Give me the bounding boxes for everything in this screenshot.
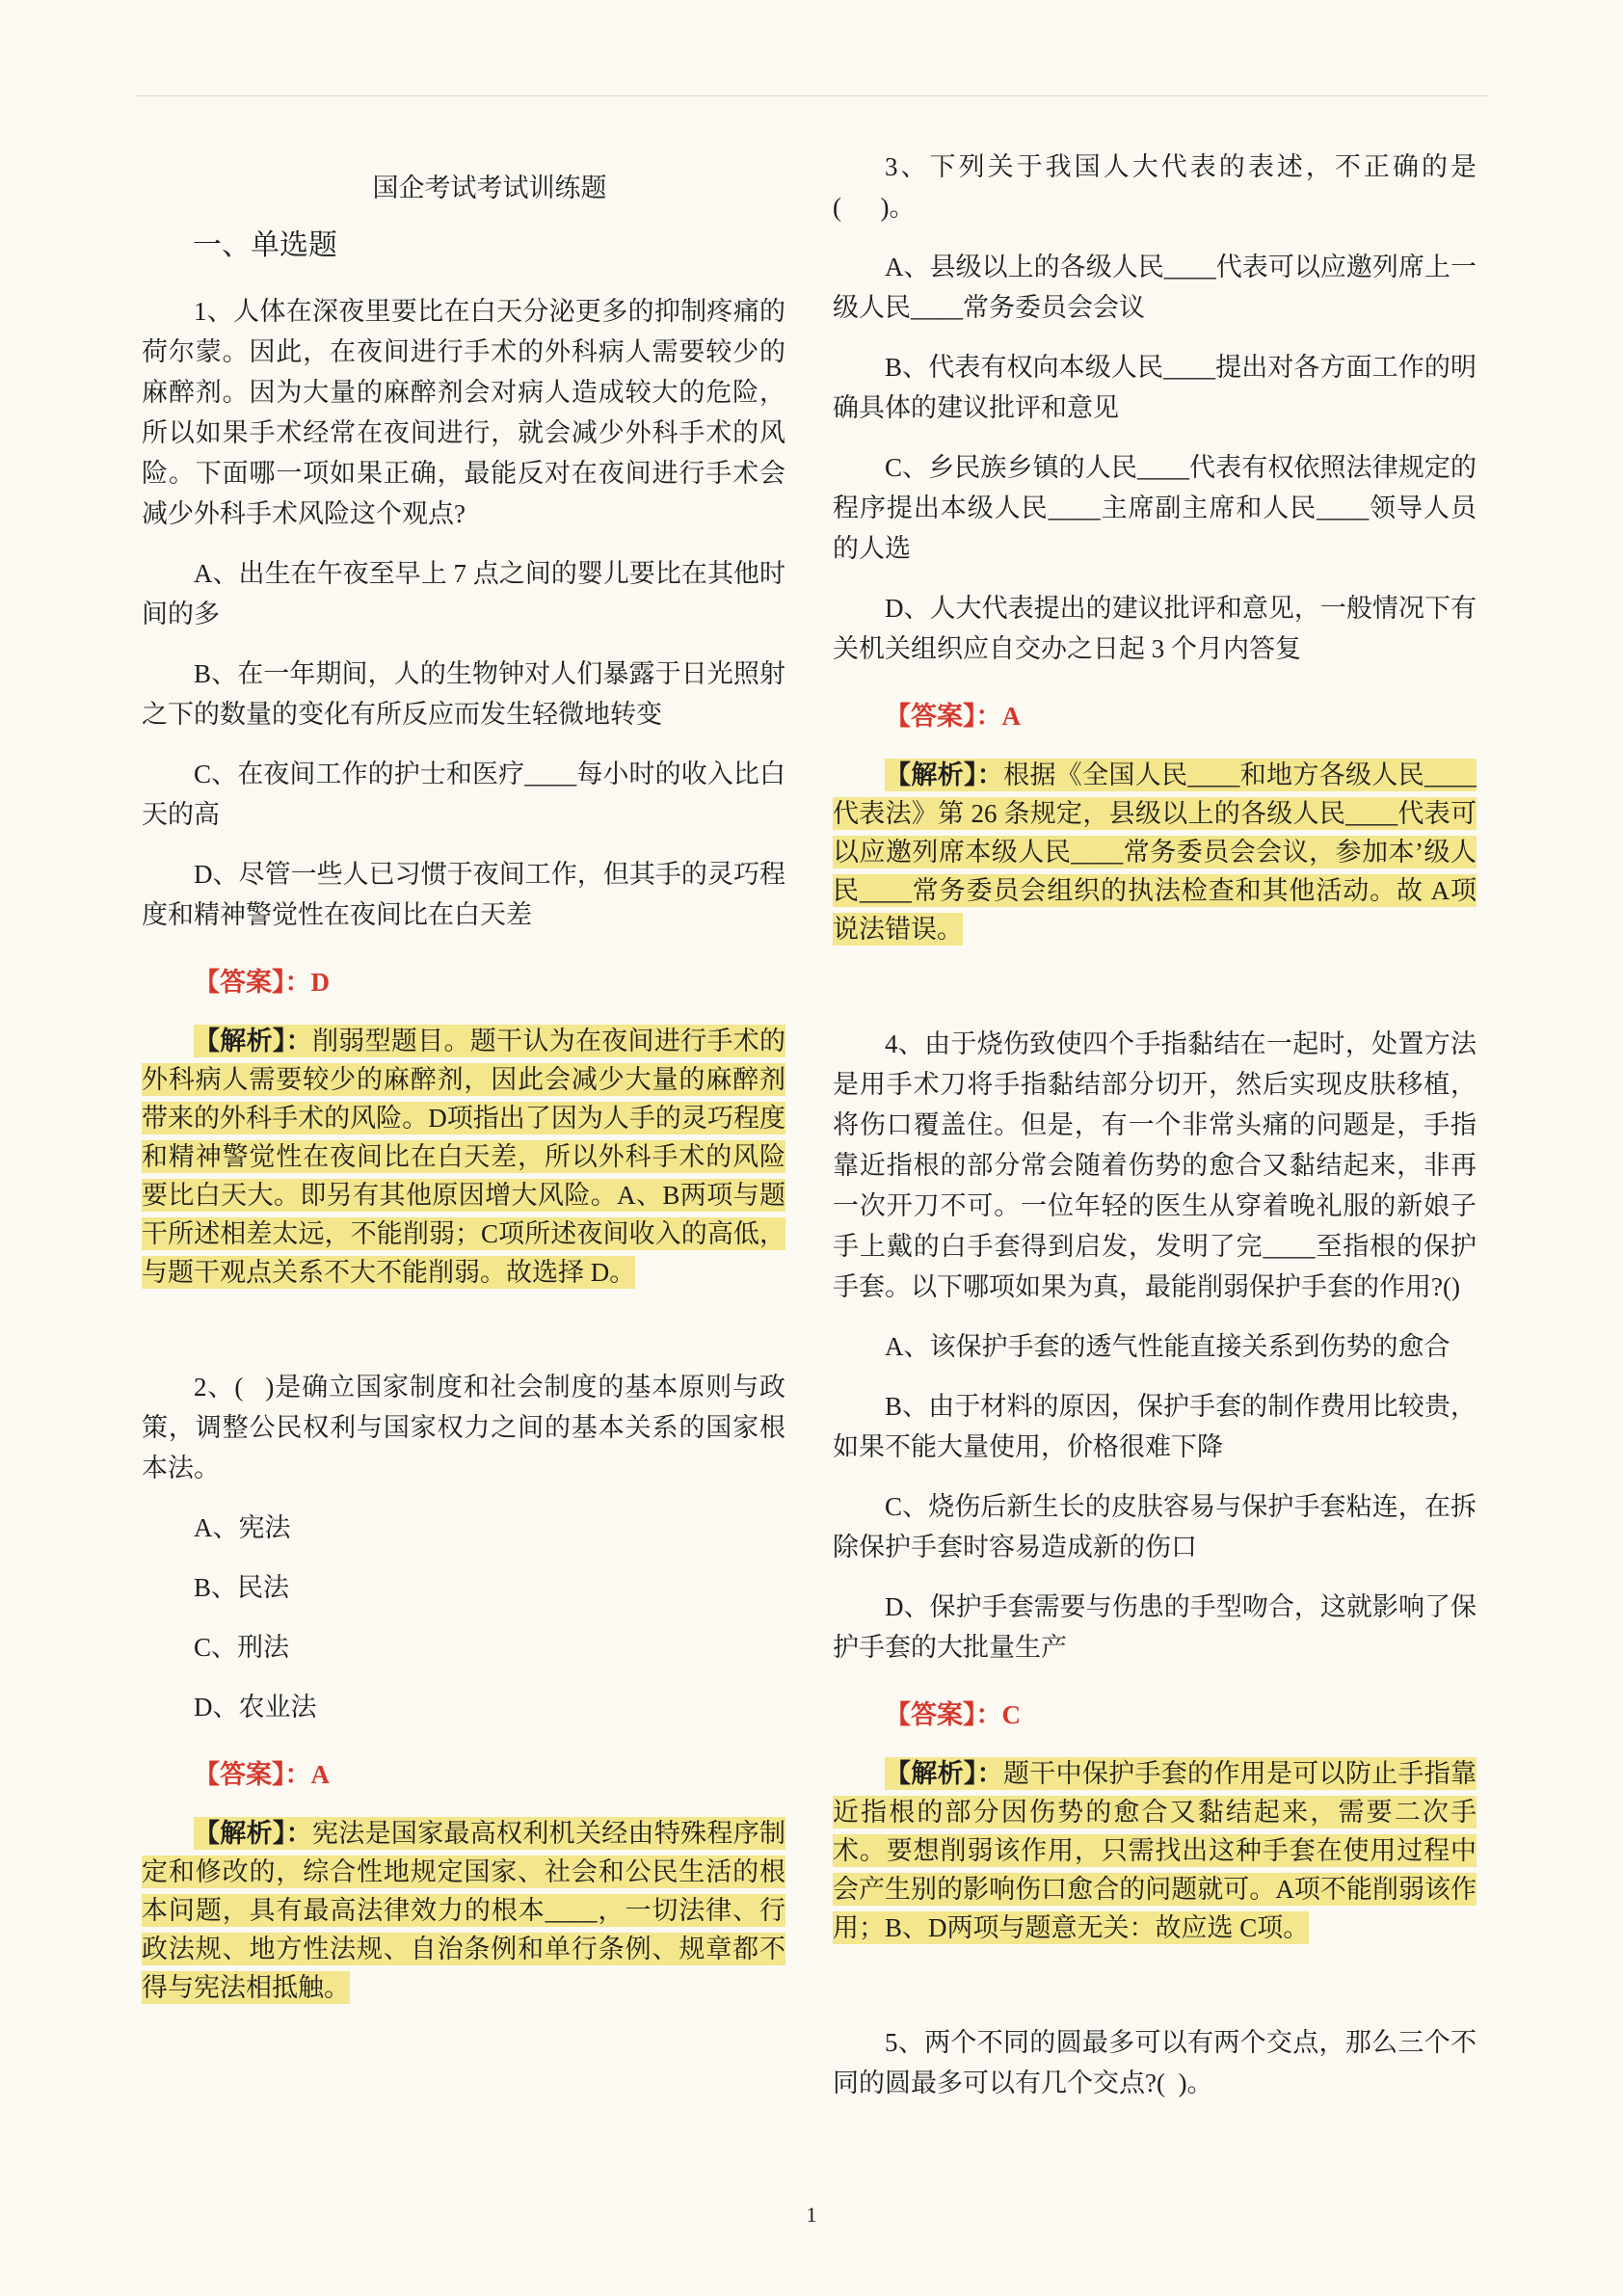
analysis-highlight [833,759,1477,946]
answer-value: C [1001,1700,1021,1729]
question-3 [833,147,1477,948]
answer-line [142,1754,785,1795]
option-b: B、由于材料的原因，保护手套的制作费用比较贵，如果不能大量使用，价格很难下降 [833,1392,1477,1461]
analysis-highlight [142,1025,785,1289]
analysis-highlight [142,1817,785,2004]
page-number: 1 [806,2203,817,2227]
analysis-paragraph [833,1754,1477,1947]
option-b: B、代表有权向本级人民____提出对各方面工作的明确具体的建议批评和意见 [833,353,1477,422]
option-c: C、乡民族乡镇的人民____代表有权依照法律规定的程序提出本级人民____主席副主席和人民____领导人员的人选 [833,453,1477,563]
analysis-text: 题干中保护手套的作用是可以防止手指靠近指根的部分因伤势的愈合又黏结起来，需要二次手术。要想削弱该作用，只需找出这种手套在使用过程中会产生别的影响伤口愈合的问题就可。A项不能削弱该作用；B、D两项与题意无关：故应选 C项。 [833,1759,1477,1942]
section-heading: 一、单选题 [193,229,337,261]
option-c: C、烧伤后新生长的皮肤容易与保护手套粘连，在拆除保护手套时容易造成新的伤口 [833,1492,1477,1562]
answer-line [142,962,785,1002]
option-a: A、该保护手套的透气性能直接关系到伤势的愈合 [885,1332,1450,1361]
answer-value: D [310,968,330,997]
right-column [833,147,1477,2122]
answer-value: A [310,1760,330,1789]
question-stem: 4、由于烧伤致使四个手指黏结在一起时，处置方法是用手术刀将手指黏结部分切开，然后实现皮肤移植，将伤口覆盖住。但是，有一个非常头痛的问题是，手指靠近指根的部分常会随着伤势的愈合又黏结起来，非再一次开刀不可。一位年轻的医生从穿着晚礼服的新娘子手上戴的白手套得到启发，发明了完____至指根的保护手套。以下哪项如果为真，最能削弱保护手套的作用?() [833,1029,1477,1301]
analysis-text: 根据《全国人民____和地方各级人民____代表法》第 26 条规定，县级以上的各级人民____代表可以应邀列席本级人民____常务委员会会议，参加本’级人民____常务委员会组织的执法检查和其他活动。故 A项说法错误。 [833,761,1477,944]
option-c: C、在夜间工作的护士和医疗____每小时的收入比白天的高 [142,760,785,829]
analysis-paragraph [833,756,1477,948]
answer-label: 【答案】： [194,968,311,997]
header-rule [135,95,1489,96]
answer-line [833,696,1477,736]
analysis-label: 【解析】： [885,1759,1003,1788]
analysis-label: 【解析】： [885,761,1004,789]
answer-value: A [1001,702,1021,731]
option-c: C、刑法 [194,1633,290,1662]
analysis-label: 【解析】： [194,1819,312,1848]
answer-label: 【答案】： [885,702,1002,731]
option-a: A、出生在午夜至早上 7 点之间的婴儿要比在其他时间的多 [142,559,785,628]
left-column [142,168,785,2007]
document-title: 国企考试考试训练题 [372,174,607,202]
option-d: D、保护手套需要与伤患的手型吻合，这就影响了保护手套的大批量生产 [833,1592,1477,1662]
analysis-paragraph [142,1814,785,2007]
answer-label: 【答案】： [885,1700,1002,1729]
question-2 [142,1367,785,2007]
question-5 [833,2022,1477,2103]
option-a: A、宪法 [194,1513,291,1542]
analysis-paragraph [142,1022,785,1292]
analysis-text: 宪法是国家最高权利机关经由特殊程序制定和修改的，综合性地规定国家、社会和公民生活的根本问题，具有最高法律效力的根本____，一切法律、行政法规、地方性法规、自治条例和单行条例、规章都不得与宪法相抵触。 [142,1819,786,2002]
option-b: B、在一年期间，人的生物钟对人们暴露于日光照射之下的数量的变化有所反应而发生轻微地转变 [142,659,785,729]
question-stem: 3、下列关于我国人大代表的表述，不正确的是( )。 [833,152,1477,222]
question-1 [142,291,785,1292]
question-stem: 2、( )是确立国家制度和社会制度的基本原则与政策，调整公民权利与国家权力之间的基本关系的国家根本法。 [142,1373,785,1482]
analysis-text: 削弱型题目。题干认为在夜间进行手术的外科病人需要较少的麻醉剂，因此会减少大量的麻醉剂带来的外科手术的风险。D项指出了因为人手的灵巧程度和精神警觉性在夜间比在白天差，所以外科手术的风险要比白天大。即另有其他原因增大风险。A、B两项与题干所述相差太远，不能削弱；C项所述夜间收入的高低，与题干观点关系不大不能削弱。故选择 D。 [142,1027,786,1287]
option-d: D、尽管一些人已习惯于夜间工作，但其手的灵巧程度和精神警觉性在夜间比在白天差 [142,860,785,929]
answer-line [833,1695,1477,1735]
option-a: A、县级以上的各级人民____代表可以应邀列席上一级人民____常务委员会会议 [833,253,1477,322]
analysis-label: 【解析】： [194,1027,312,1055]
analysis-highlight [833,1757,1477,1944]
question-4 [833,1024,1477,1947]
question-stem: 5、两个不同的圆最多可以有两个交点，那么三个不同的圆最多可以有几个交点?( )。 [833,2028,1477,2097]
option-d: D、农业法 [194,1693,317,1722]
option-b: B、民法 [194,1573,290,1602]
answer-label: 【答案】： [194,1760,311,1789]
question-stem: 1、人体在深夜里要比在白天分泌更多的抑制疼痛的荷尔蒙。因此，在夜间进行手术的外科病人需要较少的麻醉剂。因为大量的麻醉剂会对病人造成较大的危险，所以如果手术经常在夜间进行，就会减少外科手术的风险。下面哪一项如果正确，最能反对在夜间进行手术会减少外科手术风险这个观点? [142,297,785,528]
option-d: D、人大代表提出的建议批评和意见，一般情况下有关机关组织应自交办之日起 3 个月内答复 [833,594,1477,663]
